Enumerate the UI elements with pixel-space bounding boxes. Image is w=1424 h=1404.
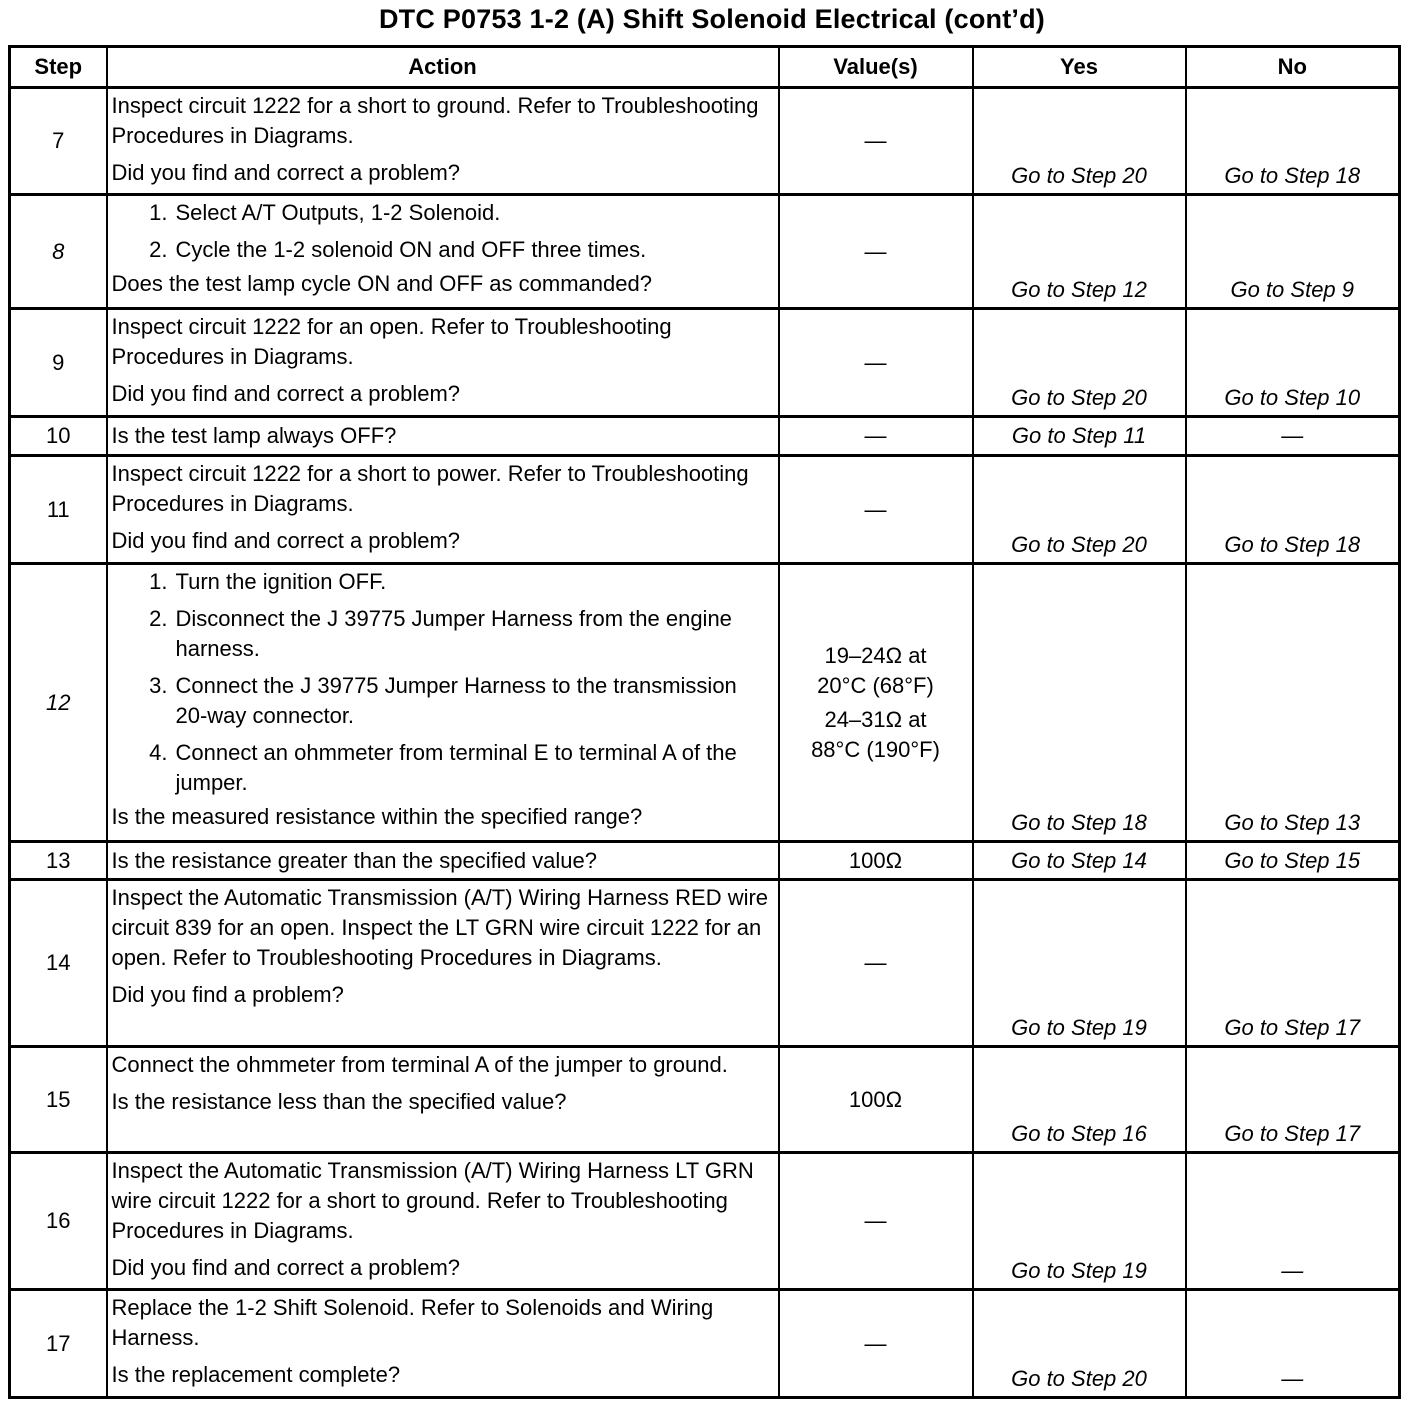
value-cell: — (779, 456, 973, 564)
action-question: Is the measured resistance within the specified range? (111, 804, 643, 829)
action-question: Is the resistance less than the specified value? (111, 1089, 567, 1114)
action-cell (107, 88, 779, 195)
value-cell: 100Ω (779, 842, 973, 880)
value-cell: — (779, 309, 973, 417)
table-row (10, 88, 1400, 195)
action-question: Did you find and correct a problem? (111, 1255, 461, 1280)
step-number: 16 (10, 1153, 107, 1290)
value-range-2: 24–31Ω at 88°C (190°F) (811, 706, 940, 762)
action-cell (107, 564, 779, 842)
value-cell: — (779, 195, 973, 309)
action-list (112, 198, 774, 265)
action-question: Did you find a problem? (111, 982, 344, 1007)
action-text: Inspect circuit 1222 for a short to power. Refer to Troubleshooting Procedures in Diagrams. (111, 461, 749, 516)
action-cell (107, 1047, 779, 1153)
action-cell (107, 195, 779, 309)
action-text: Inspect circuit 1222 for a short to ground. Refer to Troubleshooting Procedures in Diagrams. (111, 93, 759, 148)
value-cell: — (779, 88, 973, 195)
action-cell (107, 842, 779, 880)
header-action: Action (107, 47, 779, 88)
table-row (10, 195, 1400, 309)
action-question: Did you find and correct a problem? (111, 160, 461, 185)
no-cell: — (1186, 417, 1400, 456)
yes-cell: Go to Step 18 (973, 564, 1186, 842)
action-question: Does the test lamp cycle ON and OFF as commanded? (111, 271, 652, 296)
action-list (112, 567, 774, 798)
no-cell: Go to Step 15 (1186, 842, 1400, 880)
table-row (10, 1153, 1400, 1290)
step-number: 7 (10, 88, 107, 195)
yes-cell: Go to Step 20 (973, 88, 1186, 195)
action-question: Did you find and correct a problem? (111, 381, 461, 406)
header-no: No (1186, 47, 1400, 88)
header-values: Value(s) (779, 47, 973, 88)
step-number: 9 (10, 309, 107, 417)
yes-cell: Go to Step 12 (973, 195, 1186, 309)
action-text: Inspect circuit 1222 for an open. Refer to Troubleshooting Procedures in Diagrams. (111, 314, 672, 369)
no-cell: Go to Step 18 (1186, 456, 1400, 564)
no-cell: Go to Step 10 (1186, 309, 1400, 417)
yes-cell: Go to Step 19 (973, 1153, 1186, 1290)
action-text: Connect the ohmmeter from terminal A of the jumper to ground. (111, 1052, 728, 1077)
value-cell (779, 564, 973, 842)
list-item: 3. Connect the J 39775 Jumper Harness to the transmission 20-way connector. (149, 673, 737, 728)
step-number: 14 (10, 880, 107, 1047)
action-cell (107, 456, 779, 564)
list-item: 4. Connect an ohmmeter from terminal E to terminal A of the jumper. (149, 740, 737, 795)
yes-cell: Go to Step 20 (973, 309, 1186, 417)
table-row (10, 564, 1400, 842)
list-item: 1. Turn the ignition OFF. (149, 569, 387, 594)
value-cell: 100Ω (779, 1047, 973, 1153)
table-row (10, 1047, 1400, 1153)
header-step: Step (10, 47, 107, 88)
action-question: Is the test lamp always OFF? (111, 423, 397, 448)
action-cell (107, 417, 779, 456)
action-question: Did you find and correct a problem? (111, 528, 461, 553)
step-number: 13 (10, 842, 107, 880)
table-row (10, 842, 1400, 880)
diagnostic-table (8, 45, 1401, 1399)
yes-cell: Go to Step 20 (973, 456, 1186, 564)
yes-cell: Go to Step 20 (973, 1290, 1186, 1398)
no-cell: Go to Step 13 (1186, 564, 1400, 842)
step-number: 12 (10, 564, 107, 842)
page-title: DTC P0753 1-2 (A) Shift Solenoid Electrical (cont’d) (378, 4, 1045, 34)
list-item: 1. Select A/T Outputs, 1-2 Solenoid. (149, 200, 501, 225)
value-range-1: 19–24Ω at 20°C (68°F) (817, 642, 934, 698)
step-number: 15 (10, 1047, 107, 1153)
action-question: Is the replacement complete? (111, 1362, 401, 1387)
action-cell (107, 880, 779, 1047)
action-text: Inspect the Automatic Transmission (A/T) Wiring Harness RED wire circuit 839 for an open. Inspect the LT GRN wire circuit 1222 for an open. Refer to Troubleshooting Procedures in Diagrams. (111, 885, 769, 970)
no-cell: — (1186, 1290, 1400, 1398)
no-cell: Go to Step 9 (1186, 195, 1400, 309)
step-number: 11 (10, 456, 107, 564)
no-cell: Go to Step 17 (1186, 880, 1400, 1047)
action-text: Inspect the Automatic Transmission (A/T) Wiring Harness LT GRN wire circuit 1222 for a short to ground. Refer to Troubleshooting Procedures in Diagrams. (111, 1158, 754, 1243)
step-number: 10 (10, 417, 107, 456)
action-cell (107, 1290, 779, 1398)
value-cell: — (779, 880, 973, 1047)
action-cell (107, 309, 779, 417)
table-row (10, 417, 1400, 456)
list-item: 2. Cycle the 1-2 solenoid ON and OFF three times. (149, 237, 647, 262)
table-row (10, 456, 1400, 564)
yes-cell: Go to Step 16 (973, 1047, 1186, 1153)
yes-cell: Go to Step 11 (973, 417, 1186, 456)
table-row (10, 309, 1400, 417)
no-cell: Go to Step 18 (1186, 88, 1400, 195)
step-number: 17 (10, 1290, 107, 1398)
list-item: 2. Disconnect the J 39775 Jumper Harness from the engine harness. (149, 606, 732, 661)
no-cell: — (1186, 1153, 1400, 1290)
value-cell: — (779, 1153, 973, 1290)
value-cell: — (779, 1290, 973, 1398)
table-row (10, 880, 1400, 1047)
action-question: Is the resistance greater than the specified value? (111, 847, 598, 873)
header-row (10, 47, 1400, 88)
yes-cell: Go to Step 19 (973, 880, 1186, 1047)
table-row (10, 1290, 1400, 1398)
header-yes: Yes (973, 47, 1186, 88)
action-text: Replace the 1-2 Shift Solenoid. Refer to Solenoids and Wiring Harness. (111, 1295, 714, 1350)
value-cell: — (779, 417, 973, 456)
action-cell (107, 1153, 779, 1290)
no-cell: Go to Step 17 (1186, 1047, 1400, 1153)
yes-cell: Go to Step 14 (973, 842, 1186, 880)
step-number: 8 (10, 195, 107, 309)
